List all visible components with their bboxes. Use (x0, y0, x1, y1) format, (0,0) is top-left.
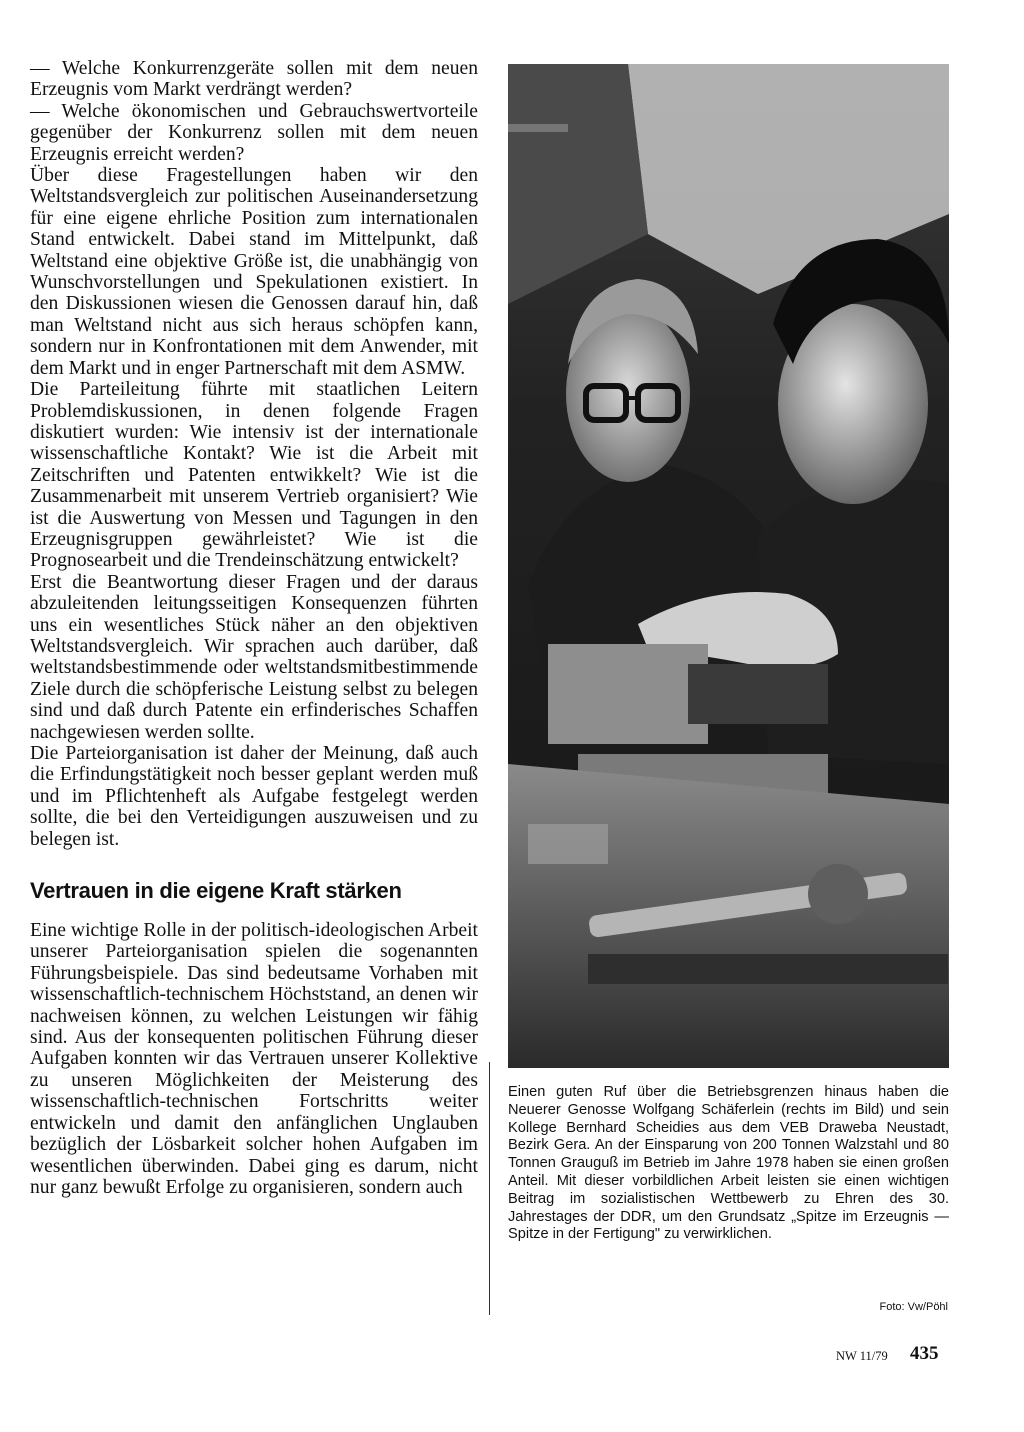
article-paragraph: — Welche Konkurrenzgeräte sollen mit dem neuen Erzeugnis vom Markt verdrängt werden? (30, 58, 478, 101)
photo-two-engineers (508, 64, 949, 1068)
article-paragraph: Erst die Beantwortung dieser Fragen und der daraus abzuleitenden leitungsseitigen Konsequenzen führten uns ein wesentliches Stück näher an den objektiven Weltstandsvergleich. Wir sprachen auch darüber, daß weltstandsbestimmende oder weltstandsmitbestimmende Ziele durch die schöpferische Leistung selbst zu belegen sind und daß durch Patente ein erfinderisches Schaffen nachgewiesen werden sollte. (30, 571, 478, 743)
article-paragraph: Die Parteileitung führte mit staatlichen Leitern Problemdiskussionen, in denen folgende Fragen diskutiert wurden: Wie intensiv ist der internationale wissenschaftliche Kontakt? Wie ist die Arbeit mit Zeitschriften und Patenten entwikkelt? Wie ist die Zusammenarbeit mit unserem Vertrieb organisiert? Wie ist die Auswertung von Messen und Tagungen in den Erzeugnisgruppen gewährleistet? Wie ist die Prognosearbeit und die Trendeinschätzung entwickelt? (30, 379, 478, 572)
section-heading: Vertrauen in die eigene Kraft stärken (30, 878, 402, 904)
article-paragraph: Die Parteiorganisation ist daher der Meinung, daß auch die Erfindungstätigkeit noch besser geplant werden muß und im Pflichtenheft als Aufgabe festgelegt werden sollte, die bei den Verteidigungen auszuweisen und zu belegen ist. (30, 743, 478, 850)
page-number: 435 (910, 1343, 939, 1364)
article-paragraph: Eine wichtige Rolle in der politisch-ideologischen Arbeit unserer Parteiorganisation spielen die sogenannten Führungsbeispiele. Das sind bedeutsame Vorhaben mit wissenschaftlich-technischem Höchststand, an denen wir nachweisen können, zu welchen Leistungen wir fähig sind. Aus der konsequenten politischen Führung dieser Aufgaben konnten wir das Vertrauen unserer Kollektive zu unseren Möglichkeiten der Meisterung des wissenschaftlich-technischen Fortschritts weiter entwickeln und damit den anfänglichen Unglauben bezüglich der Lösbarkeit solcher hohen Aufgaben im wesentlichen überwinden. Dabei ging es darum, nicht nur ganz bewußt Erfolge zu organisieren, sondern auch (30, 920, 478, 1198)
article-paragraph: Über diese Fragestellungen haben wir den Weltstandsvergleich zur politischen Auseinandersetzung für eine eigene ehrliche Position zum internationalen Stand entwickelt. Dabei stand im Mittelpunkt, daß Weltstand eine objektive Größe ist, die unabhängig von Wunschvorstellungen und Spekulationen existiert. In den Diskussionen wiesen die Genossen darauf hin, daß man Weltstand nicht aus sich heraus schöpfen kann, sondern nur in Konfrontationen mit dem Anwender, mit dem Markt und in enger Partnerschaft mit dem ASMW. (30, 165, 478, 379)
article-paragraph: — Welche ökonomischen und Gebrauchswertvorteile gegenüber der Konkurrenz sollen mit dem neuen Erzeugnis erreicht werden? (30, 100, 478, 165)
column-divider (489, 1062, 490, 1315)
issue-reference: NW 11/79 (836, 1349, 888, 1363)
photo-credit: Foto: Vw/Pöhl (879, 1301, 948, 1313)
photo-caption: Einen guten Ruf über die Betriebsgrenzen hinaus haben die Neuerer Genosse Wolfgang Schäferlein (rechts im Bild) und sein Kollege Bernhard Scheidies aus dem VEB Draweba Neustadt, Bezirk Gera. An der Einsparung von 200 Tonnen Walzstahl und 80 Tonnen Grauguß im Betrieb im Jahre 1978 haben sie einen großen Anteil. Mit dieser vorbildlichen Arbeit leisten sie einen wichtigen Beitrag im sozialistischen Wettbewerb zu Ehren des 30. Jahrestages der DDR, um den Grundsatz „Spitze im Erzeugnis — Spitze in der Fertigung" zu verwirklichen. (508, 1084, 949, 1243)
article-column (30, 58, 478, 1198)
